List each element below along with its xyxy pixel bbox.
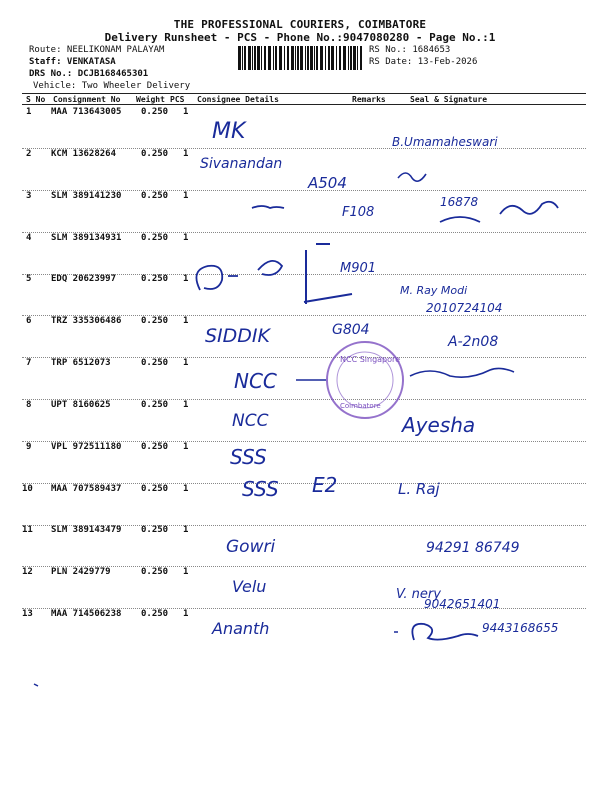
row-weight: 0.250 — [141, 400, 169, 410]
runsheet-subtitle: Delivery Runsheet - PCS - Phone No.:9047080280 - Page No.:1 — [104, 31, 496, 44]
row-weight: 0.250 — [141, 358, 169, 368]
drs-number: DRS No.: DCJB168465301 — [29, 69, 149, 79]
row-weight: 0.250 — [141, 609, 169, 619]
row-weight: 0.250 — [141, 316, 169, 326]
row-consignment: EDQ 20623997 — [51, 274, 117, 284]
row-sno: 12 — [22, 567, 33, 577]
table-row — [0, 400, 600, 442]
col-weight: Weight — [136, 95, 165, 104]
row-consignment: MAA 714506238 — [51, 609, 122, 619]
staff-label: Staff: VENKATASA — [29, 57, 116, 67]
row13-phone: 9443168655 — [482, 621, 559, 635]
col-consignee: Consignee Details — [197, 95, 279, 104]
row-pcs: 1 — [183, 442, 189, 452]
row13-name: Ananth — [212, 619, 270, 638]
row-weight: 0.250 — [141, 274, 169, 284]
table-row — [0, 233, 600, 275]
row12-name: Velu — [232, 577, 267, 596]
row5-signature: M. Ray Modi — [400, 284, 468, 297]
stamp-city: Coimbatore — [340, 402, 381, 410]
col-pcs: PCS — [170, 95, 185, 104]
row2-name: Sivanandan — [200, 156, 283, 172]
row11-phone: 94291 86749 — [426, 540, 520, 556]
vehicle-label: Vehicle: Two Wheeler Delivery — [33, 81, 191, 91]
row1-name: MK — [212, 119, 246, 144]
row-consignment: SLM 389134931 — [51, 233, 122, 243]
header-rule-top — [22, 93, 586, 94]
row-consignment: TRP 6512073 — [51, 358, 111, 368]
row-consignment: VPL 972511180 — [51, 442, 122, 452]
row10-flat: E2 — [312, 473, 338, 497]
table-row — [0, 107, 600, 149]
row-weight: 0.250 — [141, 149, 169, 159]
row-weight: 0.250 — [141, 442, 169, 452]
row-weight: 0.250 — [141, 191, 169, 201]
table-row — [0, 484, 600, 526]
row-sno: 3 — [26, 191, 32, 201]
row3-flat: F108 — [342, 205, 375, 220]
row-pcs: 1 — [183, 358, 189, 368]
row4-flat: M901 — [340, 261, 377, 276]
row-sno: 9 — [26, 442, 32, 452]
row-pcs: 1 — [183, 191, 189, 201]
row-weight: 0.250 — [141, 525, 169, 535]
row12-phone: 9042651401 — [424, 597, 501, 611]
rs-number: RS No.: 1684653 — [369, 45, 451, 55]
stamp-text: NCC Singapore — [340, 355, 401, 364]
row-consignment: TRZ 335306486 — [51, 316, 122, 326]
row-sno: 13 — [22, 609, 33, 619]
row-pcs: 1 — [183, 107, 189, 117]
row-pcs: 1 — [183, 316, 189, 326]
row10-name: SSS — [242, 477, 279, 501]
row8-name: NCC — [232, 411, 269, 431]
rs-date: RS Date: 13-Feb-2026 — [369, 57, 478, 67]
table-row — [0, 316, 600, 358]
row-weight: 0.250 — [141, 567, 169, 577]
table-row — [0, 609, 600, 651]
company-title: THE PROFESSIONAL COURIERS, COIMBATORE — [173, 18, 427, 31]
row1-signature: B.Umamaheswari — [392, 135, 498, 149]
row-pcs: 1 — [183, 400, 189, 410]
row-weight: 0.250 — [141, 233, 169, 243]
row-sno: 2 — [26, 149, 32, 159]
row6-remark: A-2n08 — [448, 334, 499, 350]
row-weight: 0.250 — [141, 484, 169, 494]
col-consignment: Consignment No — [53, 95, 121, 104]
row12-signature: V. nery — [396, 587, 441, 602]
table-row — [0, 274, 600, 316]
table-row — [0, 567, 600, 609]
row6-name: SIDDIK — [205, 325, 270, 347]
barcode-image — [238, 46, 363, 70]
row-consignment: SLM 389141230 — [51, 191, 122, 201]
row-sno: 7 — [26, 358, 32, 368]
row-sno: 5 — [26, 274, 32, 284]
table-row — [0, 358, 600, 400]
row-sno: 11 — [22, 525, 33, 535]
row7-name: NCC — [234, 369, 277, 393]
row-pcs: 1 — [183, 484, 189, 494]
row-pcs: 1 — [183, 233, 189, 243]
row-consignment: MAA 707589437 — [51, 484, 122, 494]
row-sno: 4 — [26, 233, 32, 243]
row9-name: SSS — [230, 445, 267, 469]
row-consignment: SLM 389143479 — [51, 525, 122, 535]
row-consignment: KCM 13628264 — [51, 149, 117, 159]
row-pcs: 1 — [183, 609, 189, 619]
route-label: Route: NEELIKONAM PALAYAM — [29, 45, 165, 55]
row3-number: 16878 — [440, 195, 479, 209]
col-seal-signature: Seal & Signature — [410, 95, 488, 104]
row-pcs: 1 — [183, 274, 189, 284]
row-weight: 0.250 — [141, 107, 169, 117]
col-sno: S No — [26, 95, 46, 104]
row-consignment: MAA 713643005 — [51, 107, 122, 117]
table-row — [0, 191, 600, 233]
row-pcs: 1 — [183, 525, 189, 535]
table-row — [0, 442, 600, 484]
row10-signature: L. Raj — [398, 480, 440, 498]
row2-flat: A504 — [308, 174, 347, 192]
row11-name: Gowri — [226, 537, 276, 557]
row-sno: 1 — [26, 107, 32, 117]
row-sno: 8 — [26, 400, 32, 410]
row-consignment: UPT 8160625 — [51, 400, 111, 410]
row6-flat: G804 — [332, 322, 370, 338]
row-pcs: 1 — [183, 567, 189, 577]
col-remarks: Remarks — [352, 95, 386, 104]
header-rule-bottom — [22, 104, 586, 105]
row-sno: 10 — [22, 484, 33, 494]
row-sno: 6 — [26, 316, 32, 326]
row-pcs: 1 — [183, 149, 189, 159]
table-row — [0, 525, 600, 567]
table-row — [0, 149, 600, 191]
row5-number: 2010724104 — [426, 301, 503, 315]
row8-signature: Ayesha — [402, 413, 476, 437]
row-consignment: PLN 2429779 — [51, 567, 111, 577]
